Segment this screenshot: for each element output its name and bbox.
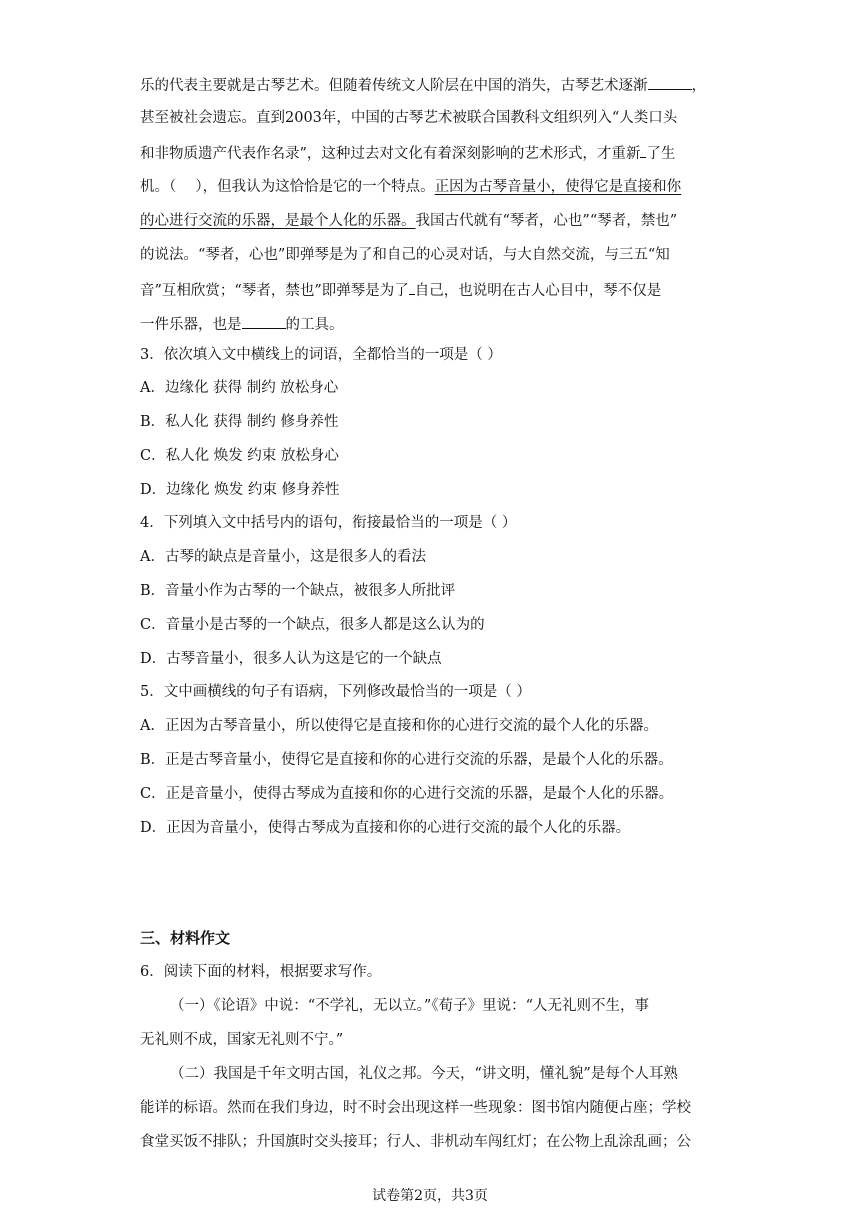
passage-text: ， [691, 78, 706, 94]
passage-line-2: 甚至被社会遗忘。直到2003年，中国的古琴艺术被联合国教科文组织列入“人类口头 [140, 110, 678, 126]
question-4-option-b: B．音量小作为古琴的一个缺点，被很多人所批评 [140, 583, 456, 599]
passage-line-4 [140, 177, 720, 197]
passage-text: 我国古代就有“琴者，心也”“琴者，禁也” [415, 213, 678, 229]
passage-text: 和非物质遗产代表作名录”，这种过去对文化有着深刻影响的艺术形式，才重新 [140, 146, 641, 162]
passage-text: 一件乐器，也是 [140, 317, 242, 333]
question-3-stem: 3．依次填入文中横线上的词语，全都恰当的一项是（ ） [140, 347, 502, 363]
material-2-line-3: 食堂买饭不排队；升国旗时交头接耳；行人、非机动车闯红灯；在公物上乱涂乱画；公 [140, 1134, 691, 1150]
underlined-sentence: 正因为古琴音量小，使得它是直接和你 [434, 179, 682, 195]
question-5-option-c: C．正是音量小，使得古琴成为直接和你的心进行交流的乐器，是最个人化的乐器。 [140, 786, 674, 802]
passage-line-8 [140, 313, 720, 335]
passage-line-7 [140, 279, 720, 301]
passage-text: 了生 [646, 146, 676, 162]
fill-blank-4 [242, 313, 286, 329]
material-1-line-2: 无礼则不成，国家无礼则不宁。” [140, 1032, 344, 1048]
question-5-stem: 5．文中画横线的句子有语病，下列修改最恰当的一项是（ ） [140, 684, 531, 700]
passage-line-3 [140, 142, 720, 164]
passage-text: 机。（ ），但我认为这恰恰是它的一个特点。 [140, 179, 435, 195]
question-3-option-d: D．边缘化 焕发 约束 修身养性 [140, 482, 340, 498]
question-4-option-d: D．古琴音量小，很多人认为这是它的一个缺点 [140, 651, 442, 667]
question-5-option-d: D．正因为音量小，使得古琴成为直接和你的心进行交流的最个人化的乐器。 [140, 820, 631, 836]
question-3-option-a: A．边缘化 获得 制约 放松身心 [140, 380, 339, 396]
question-5-option-a: A．正因为古琴音量小，所以使得它是直接和你的心进行交流的最个人化的乐器。 [140, 718, 658, 734]
passage-line-6: 的说法。“琴者，心也”即弹琴是为了和自己的心灵对话，与大自然交流，与三五“知 [140, 247, 670, 263]
question-3-option-b: B．私人化 获得 制约 修身养性 [140, 414, 339, 430]
passage-text: 乐的代表主要就是古琴艺术。但随着传统文人阶层在中国的消失，古琴艺术逐渐 [140, 78, 648, 94]
question-3-option-c: C．私人化 焕发 约束 放松身心 [140, 448, 339, 464]
material-2-line-2: 能详的标语。然而在我们身边，时不时会出现这样一些现象：图书馆内随便占座；学校 [140, 1100, 691, 1116]
question-4-option-c: C．音量小是古琴的一个缺点，很多人都是这么认为的 [140, 617, 485, 633]
question-6-stem: 6．阅读下面的材料，根据要求写作。 [140, 964, 382, 980]
question-5-option-b: B．正是古琴音量小，使得它是直接和你的心进行交流的乐器，是最个人化的乐器。 [140, 752, 673, 768]
passage-text: 的工具。 [285, 317, 344, 333]
passage-line-1 [140, 74, 720, 96]
material-2-line-1: （二）我国是千年文明古国，礼仪之邦。今天，“讲文明，懂礼貌”是每个人耳熟 [170, 1066, 678, 1082]
passage-text: 音”互相欣赏；“琴者，禁也”即弹琴是为了 [140, 283, 409, 299]
underlined-sentence: 的心进行交流的乐器，是最个人化的乐器。 [140, 213, 416, 229]
passage-line-5 [140, 211, 720, 231]
page-footer: 试卷第2页，共3页 [372, 1188, 488, 1204]
fill-blank-1 [648, 74, 692, 90]
question-4-option-a: A．古琴的缺点是音量小，这是很多人的看法 [140, 549, 426, 565]
question-4-stem: 4．下列填入文中括号内的语句，衔接最恰当的一项是（ ） [140, 515, 517, 531]
passage-text: 自己，也说明在古人心目中，琴不仅是 [414, 283, 662, 299]
material-1-line-1: （一）《论语》中说：“不学礼，无以立。”《荀子》里说：“人无礼则不生，事 [170, 998, 649, 1014]
section-heading: 三、材料作文 [140, 929, 231, 947]
